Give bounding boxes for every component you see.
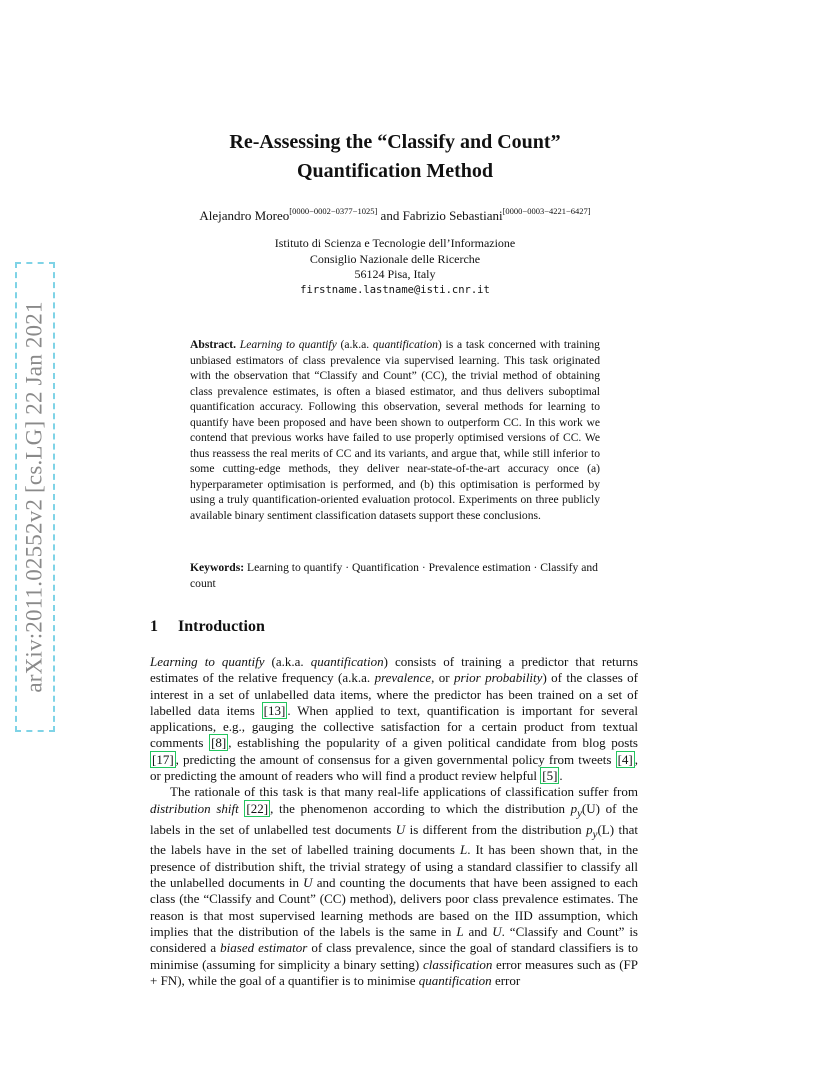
citation-link[interactable]: [17] — [152, 751, 174, 767]
text-run: of class prevalence, since the goal of standard classifiers is to minimise (assuming for simplicity a binary setting) — [150, 940, 638, 972]
citation-link[interactable]: [13] — [263, 702, 286, 718]
abstract-text: Learning to quantify — [239, 338, 337, 351]
math-symbol: U — [303, 875, 313, 891]
text-run: Learning to quantify — [150, 654, 265, 669]
math-symbol: L — [456, 923, 464, 939]
abstract-text: (a.k.a. — [336, 338, 373, 351]
author-orcid: [0000−0003−4221−6427] — [502, 206, 591, 216]
math-symbol: p — [570, 800, 578, 816]
arxiv-identifier-text: arXiv:2011.02552v2 [cs.LG] 22 Jan 2021 — [22, 301, 47, 693]
text-run: . “Classify and Count” is considered a — [150, 923, 638, 956]
text-run: error — [491, 972, 521, 988]
author-name: Alejandro Moreo — [199, 208, 290, 223]
abstract — [190, 337, 600, 523]
affiliation-organization: Consiglio Nazionale delle Ricerche — [309, 251, 481, 266]
text-run: and counting the documents that have been assigned to each class (the “Classify and Count” (CC) method), delivers poor class prevalence estimates. The reason is that most supervised learning methods are based on the IID assumption, which implies that the distribution of the labels is the same in — [150, 875, 638, 939]
text-run: . — [559, 768, 563, 784]
text-run: error measures such as (FP + FN), while the goal of a quantifier is to minimise — [150, 956, 638, 988]
text-run: , or predicting the amount of readers who will find a product review helpful — [150, 751, 638, 784]
text-run: , or — [431, 670, 454, 686]
affiliation-block — [150, 236, 640, 298]
text-run: is different from the distribution — [405, 821, 587, 837]
section-body — [150, 654, 638, 989]
text-run: and — [463, 923, 493, 939]
math-symbol: U — [395, 821, 406, 837]
math-symbol: U — [492, 923, 502, 939]
text-run: , predicting the amount of consensus for a given governmental policy from tweets — [175, 751, 616, 767]
math-symbol: (U) — [581, 800, 600, 816]
math-symbol: p — [586, 821, 593, 837]
paragraph — [150, 784, 638, 989]
abstract-label: Abstract. — [190, 338, 237, 351]
text-run: quantification — [310, 654, 384, 669]
text-run: , establishing the popularity of a given political candidate from blog posts — [228, 735, 638, 751]
section-heading — [150, 618, 265, 636]
math-symbol: L — [459, 842, 468, 858]
text-run: ) of the classes of interest in a set of unlabelled data items, where the predictor has been trained on a set of labelled data items — [150, 670, 639, 718]
abstract-text: ) is a task concerned with training unbiased estimators of class prevalence via supervised learning. This task originated with the observation that “Classify and Count” (CC), the trivial method of obtaining class prevalence estimates, is often a biased estimator, and thus delivers suboptimal quantification accuracy. Following this observation, several methods for learning to quantify have been proposed and have been shown to outperform CC. In this work we contend that previous works have failed to use properly optimised versions of CC. We thus reassess the real merits of CC and its variants, and argue that, while still inferior to some cutting-edge methods, they deliver near-state-of-the-art accuracy once (a) hyperparameter optimisation is performed, and (b) this optimisation is performed by using a truly quantification-oriented evaluation protocol. Experiments on three publicly available binary sentiment classification datasets support these conclusions. — [190, 338, 600, 522]
title-line-2: Quantification Method — [296, 160, 494, 182]
title-line-1: Re-Assessing the “Classify and Count” — [229, 131, 561, 153]
text-run: distribution shift — [150, 800, 239, 816]
text-run: biased estimator — [220, 940, 308, 956]
text-run: , the phenomenon according to which the distribution — [270, 800, 571, 816]
text-run: quantification — [418, 972, 492, 988]
keywords — [190, 560, 600, 591]
citation-link[interactable]: [8] — [211, 735, 227, 751]
author-separator: and — [377, 208, 403, 223]
text-run: of the labels in the set of unlabelled test documents — [150, 800, 638, 837]
arxiv-identifier-stamp — [15, 262, 55, 732]
author-orcid: [0000−0002−0377−1025] — [289, 206, 378, 216]
text-run: classification — [422, 956, 493, 972]
section-number: 1 — [150, 618, 158, 635]
text-run: prior probability — [454, 670, 543, 686]
citation-link[interactable]: [5] — [542, 768, 558, 784]
affiliation-address: 56124 Pisa, Italy — [354, 267, 436, 281]
keywords-text: Learning to quantify · Quantification · Prevalence estimation · Classify and count — [190, 561, 598, 590]
math-symbol: y — [592, 828, 598, 841]
text-run: ) consists of training a predictor that returns estimates of the relative frequency (a.k.a. — [150, 654, 639, 686]
text-run: . When applied to text, quantification is important for several applications, e.g., gauging the collective satisfaction for a certain product from textual comments — [150, 702, 638, 751]
citation-link[interactable]: [22] — [246, 800, 269, 816]
author-list — [150, 206, 640, 224]
text-run: that the labels have in the set of labelled training documents — [150, 821, 638, 858]
math-symbol: y — [577, 807, 582, 820]
author-email: firstname.lastname@isti.cnr.it — [300, 283, 490, 296]
citation-link[interactable]: [4] — [617, 751, 633, 767]
author-name: Fabrizio Sebastiani — [402, 208, 503, 223]
text-run: The rationale of this task is that many real-life applications of classification suffer from — [170, 784, 638, 800]
abstract-text: quantification — [372, 338, 438, 351]
section-title: Introduction — [178, 618, 265, 635]
text-run: . It has been shown that, in the presence of distribution shift, the trivial strategy of using a standard classifier to classify all the unlabelled documents in — [150, 842, 638, 891]
paragraph — [150, 654, 638, 784]
text-run: prevalence — [374, 670, 432, 686]
keywords-label: Keywords: — [190, 561, 245, 574]
math-symbol: (L) — [597, 821, 615, 837]
text-run: (a.k.a. — [264, 654, 311, 669]
paper-title — [150, 128, 640, 186]
affiliation-institute: Istituto di Scienza e Tecnologie dell’Informazione — [274, 236, 516, 250]
